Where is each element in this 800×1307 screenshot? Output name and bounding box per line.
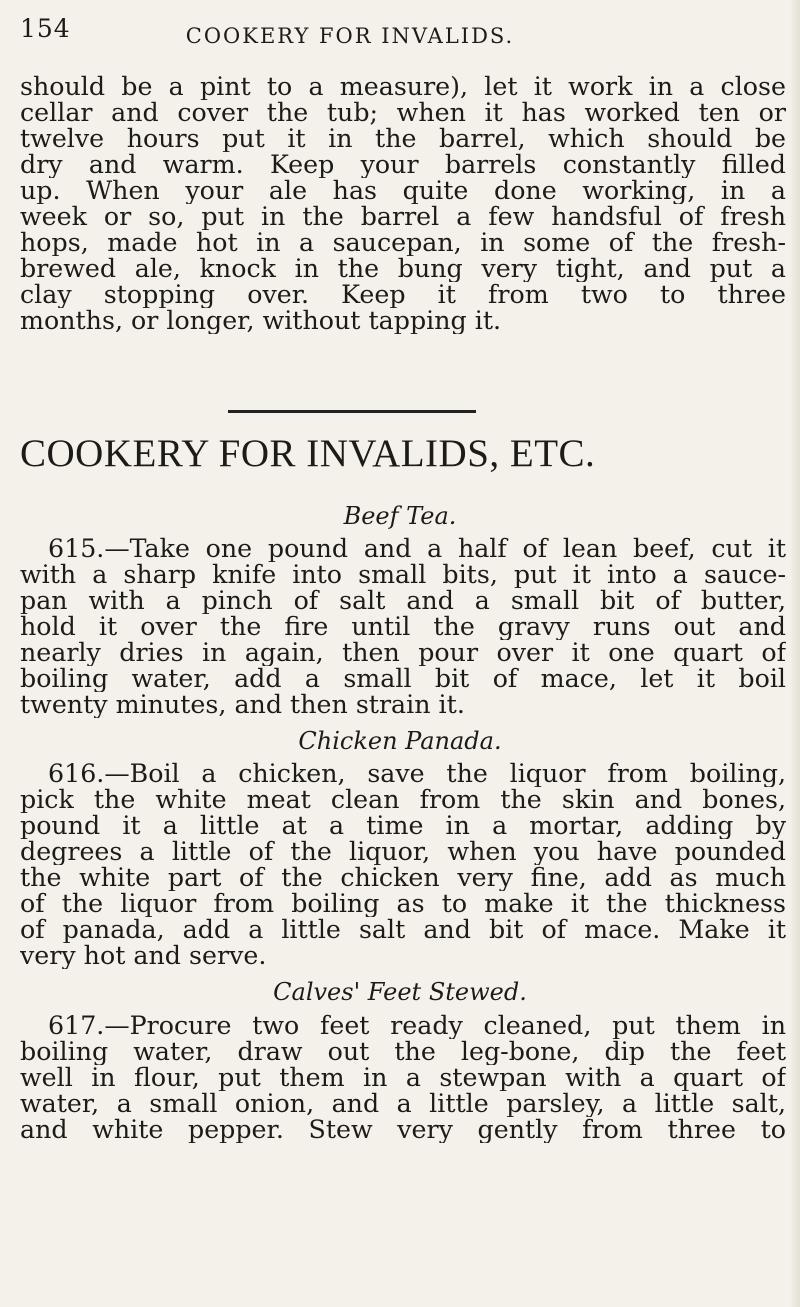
section-divider bbox=[228, 410, 476, 413]
text-line: nearly dries in again, then pour over it one quart of bbox=[20, 640, 786, 666]
text-line: cellar and cover the tub; when it has worked ten or bbox=[20, 100, 786, 126]
text-line: water, a small onion, and a little parsley, a little salt, bbox=[20, 1091, 786, 1117]
text-line: twelve hours put it in the barrel, which should be bbox=[20, 126, 786, 152]
text-line: up. When your ale has quite done working, in a bbox=[20, 178, 786, 204]
text-line: clay stopping over. Keep it from two to three bbox=[20, 282, 786, 308]
recipe-title-beef-tea: Beef Tea. bbox=[343, 502, 457, 530]
text-line: twenty minutes, and then strain it. bbox=[20, 692, 465, 718]
recipe-title-chicken-panada: Chicken Panada. bbox=[298, 727, 502, 755]
text-line: hops, made hot in a saucepan, in some of the fresh- bbox=[20, 230, 786, 256]
text-line: months, or longer, without tapping it. bbox=[20, 308, 502, 334]
page-number: 154 bbox=[20, 14, 71, 43]
text-line: hold it over the fire until the gravy runs out and bbox=[20, 614, 786, 640]
text-line: pan with a pinch of salt and a small bit of butter, bbox=[20, 588, 786, 614]
text-line: with a sharp knife into small bits, put it into a sauce- bbox=[20, 562, 786, 588]
text-line: boiling water, draw out the leg-bone, dip the feet bbox=[20, 1039, 786, 1065]
running-head bbox=[20, 12, 780, 52]
text-line: boiling water, add a small bit of mace, let it boil bbox=[20, 666, 786, 692]
text-line: of the liquor from boiling as to make it the thickness bbox=[20, 891, 786, 917]
running-title: COOKERY FOR INVALIDS. bbox=[185, 24, 515, 48]
text-line: 617.—Procure two feet ready cleaned, put them in bbox=[48, 1013, 786, 1039]
text-line: of panada, add a little salt and bit of mace. Make it bbox=[20, 917, 786, 943]
text-line: very hot and serve. bbox=[20, 943, 267, 969]
recipe-body-beef-tea bbox=[20, 536, 786, 718]
text-line: should be a pint to a measure), let it work in a close bbox=[20, 74, 786, 100]
text-line: pound it a little at a time in a mortar, adding by bbox=[20, 813, 786, 839]
text-line: week or so, put in the barrel a few handsful of fresh bbox=[20, 204, 786, 230]
text-line: 615.—Take one pound and a half of lean beef, cut it bbox=[48, 536, 786, 562]
text-line: well in flour, put them in a stewpan with a quart of bbox=[20, 1065, 786, 1091]
text-line: dry and warm. Keep your barrels constantly filled bbox=[20, 152, 786, 178]
text-line: degrees a little of the liquor, when you have pounded bbox=[20, 839, 786, 865]
intro-paragraph bbox=[20, 74, 786, 334]
recipe-body-calves-feet bbox=[20, 1013, 786, 1143]
page-edge-shadow bbox=[790, 0, 800, 1307]
text-line: and white pepper. Stew very gently from three to bbox=[20, 1117, 786, 1143]
recipe-title-calves-feet: Calves' Feet Stewed. bbox=[273, 978, 527, 1006]
recipe-body-chicken-panada bbox=[20, 761, 786, 969]
text-line: pick the white meat clean from the skin and bones, bbox=[20, 787, 786, 813]
text-line: brewed ale, knock in the bung very tight, and put a bbox=[20, 256, 786, 282]
text-line: 616.—Boil a chicken, save the liquor from boiling, bbox=[48, 761, 786, 787]
section-heading: COOKERY FOR INVALIDS, ETC. bbox=[20, 432, 596, 475]
text-line: the white part of the chicken very fine, add as much bbox=[20, 865, 786, 891]
